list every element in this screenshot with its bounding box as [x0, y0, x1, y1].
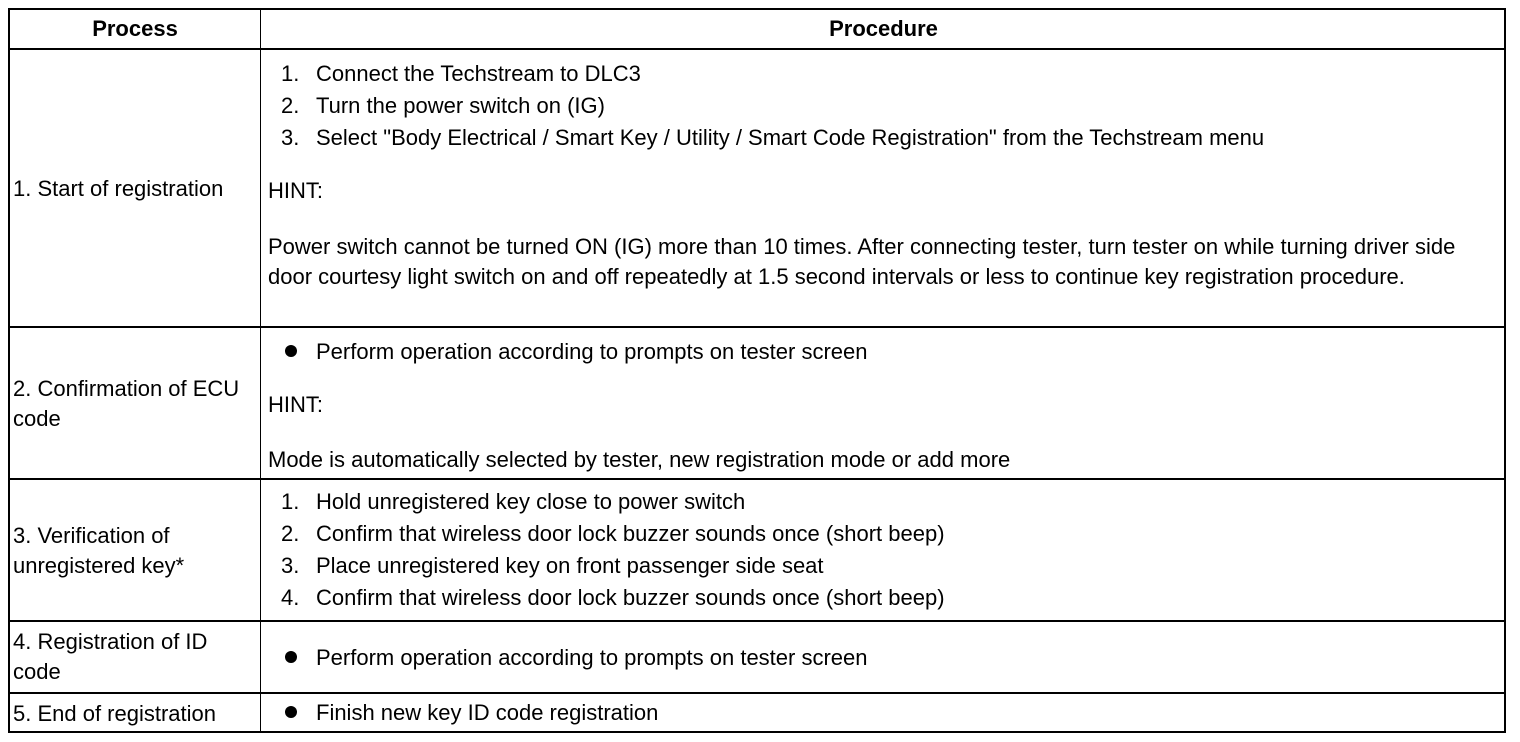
list-item: 4. Confirm that wireless door lock buzzer sounds once (short beep): [281, 585, 945, 610]
header-process: Process: [92, 16, 178, 41]
process-start-of-registration: 1. Start of registration: [13, 176, 224, 201]
list-item: 2. Turn the power switch on (IG): [281, 93, 605, 118]
list-item: 1. Connect the Techstream to DLC3: [281, 61, 641, 86]
process-end-of-registration: 5. End of registration: [13, 701, 217, 726]
registration-table: [8, 8, 1506, 733]
hint-label: HINT:: [268, 178, 323, 203]
procedure-row-5: [261, 694, 1506, 732]
list-item: 2. Confirm that wireless door lock buzzer sounds once (short beep): [281, 521, 945, 546]
hint-text: Mode is automatically selected by tester, new registration mode or add more: [268, 447, 1011, 472]
list-item: 3. Select "Body Electrical / Smart Key / Utility / Smart Code Registration" from the Techstream menu: [281, 125, 1265, 150]
process-verification-unregistered-key: 3. Verification of unregistered key*: [13, 523, 185, 578]
list-item: Perform operation according to prompts on tester screen: [281, 338, 868, 366]
list-item: Perform operation according to prompts on tester screen: [281, 644, 868, 672]
header-procedure: Procedure: [829, 16, 938, 41]
procedure-row-2: [261, 328, 1506, 478]
procedure-row-1: [261, 50, 1506, 326]
list-item: 1. Hold unregistered key close to power switch: [281, 489, 746, 514]
list-item: Finish new key ID code registration: [281, 699, 658, 727]
process-registration-id-code: 4. Registration of ID code: [13, 629, 208, 684]
hint-label: HINT:: [268, 392, 323, 417]
hint-text: Power switch cannot be turned ON (IG) more than 10 times. After connecting tester, turn tester on while turning driver side door courtesy light switch on and off repeatedly at 1.5 second intervals or less to continue key registration procedure.: [268, 234, 1456, 289]
procedure-row-4: [261, 622, 1506, 692]
procedure-row-3: [261, 480, 1506, 620]
list-item: 3. Place unregistered key on front passenger side seat: [281, 553, 824, 578]
process-confirmation-ecu-code: 2. Confirmation of ECU code: [13, 376, 240, 431]
